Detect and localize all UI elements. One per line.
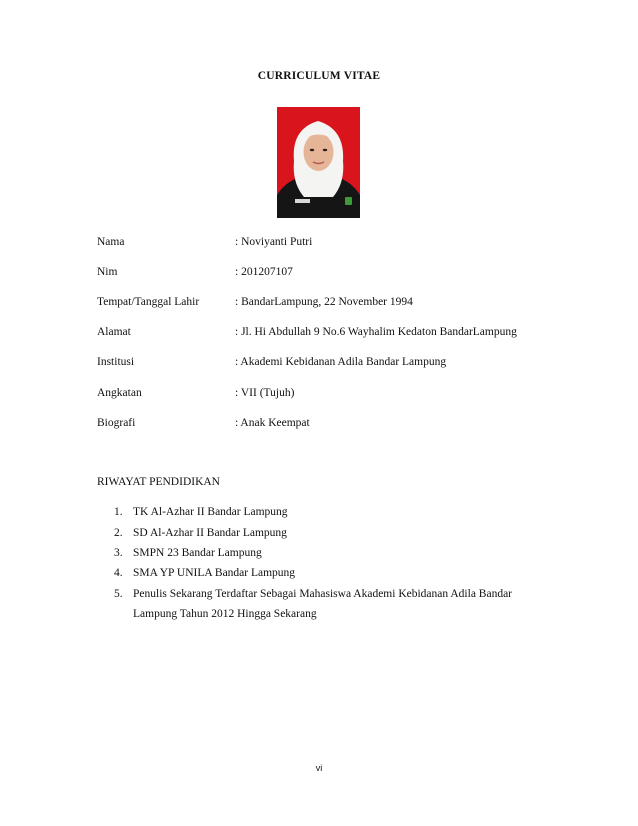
education-item-number: 1. — [114, 506, 123, 518]
education-item-number: 4. — [114, 567, 123, 579]
education-item-text: SD Al-Azhar II Bandar Lampung — [133, 527, 287, 539]
info-label: Alamat — [97, 326, 131, 338]
info-value: : Noviyanti Putri — [235, 236, 313, 248]
education-item-text: Penulis Sekarang Terdaftar Sebagai Mahasiswa Akademi Kebidanan Adila Bandar — [133, 588, 513, 600]
page-number: vi — [315, 763, 323, 773]
info-label: Nama — [97, 236, 125, 248]
education-heading: RIWAYAT PENDIDIKAN — [97, 476, 220, 488]
education-item-text: SMPN 23 Bandar Lampung — [133, 547, 262, 559]
education-item-number: 3. — [114, 547, 123, 559]
info-value: : VII (Tujuh) — [235, 387, 295, 399]
portrait-photo-image — [277, 107, 360, 218]
info-value: : BandarLampung, 22 November 1994 — [235, 296, 413, 308]
education-item-number: 2. — [114, 527, 123, 539]
education-item-number: 5. — [114, 588, 123, 600]
portrait-photo — [277, 107, 360, 218]
info-value: : 201207107 — [235, 266, 293, 278]
education-item-text: Lampung Tahun 2012 Hingga Sekarang — [133, 608, 317, 620]
info-label: Institusi — [97, 356, 135, 368]
page-title: CURRICULUM VITAE — [257, 70, 381, 82]
info-label: Angkatan — [97, 387, 142, 399]
info-label: Tempat/Tanggal Lahir — [97, 296, 200, 308]
info-value: : Jl. Hi Abdullah 9 No.6 Wayhalim Kedaton BandarLampung — [235, 326, 517, 338]
info-label: Nim — [97, 266, 118, 278]
education-item-text: SMA YP UNILA Bandar Lampung — [133, 567, 296, 579]
education-item-text: TK Al-Azhar II Bandar Lampung — [133, 506, 288, 518]
info-label: Biografi — [97, 417, 136, 429]
info-value: : Akademi Kebidanan Adila Bandar Lampung — [235, 356, 447, 368]
info-value: : Anak Keempat — [235, 417, 310, 429]
